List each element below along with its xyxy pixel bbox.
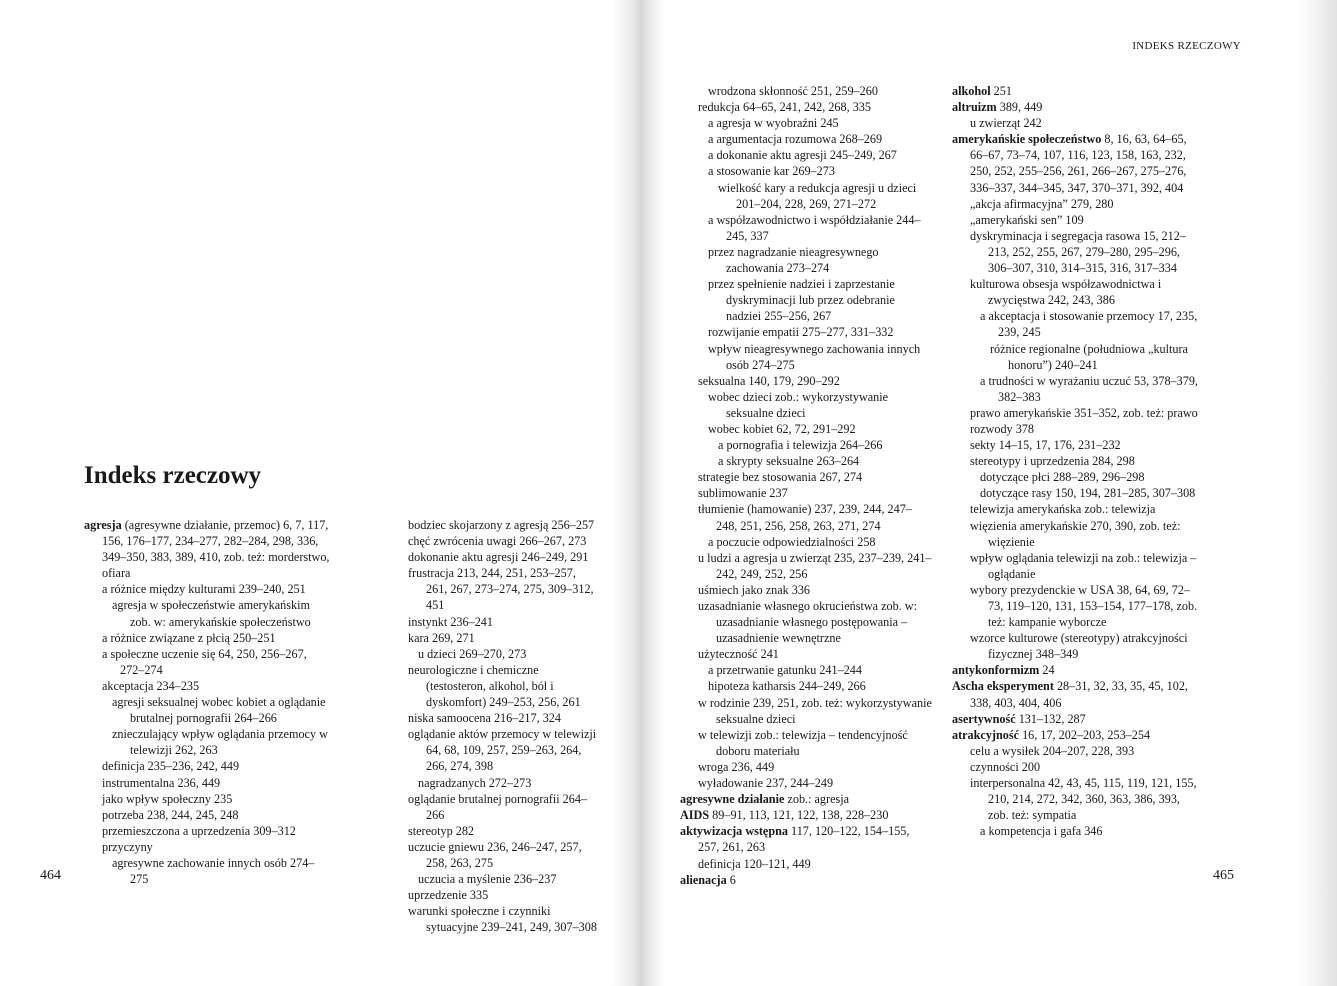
index-text: rozwody 378 — [970, 421, 1034, 436]
index-heading: aktywizacja wstępna — [680, 824, 788, 839]
index-entry-sub — [680, 582, 932, 598]
index-text: frustracja 213, 244, 251, 253–257, 261, 267, 273–274, 275, 309–312, 451 — [408, 566, 594, 613]
index-text: stereotypy i uprzedzenia 284, 298 — [970, 454, 1135, 469]
index-entry-sub — [380, 791, 598, 823]
index-entry-sub — [380, 887, 598, 903]
index-text: a stosowanie kar 269–273 — [708, 164, 835, 179]
index-text: w rodzinie 239, 251, zob. też: wykorzystywanie seksualne dzieci — [698, 695, 932, 726]
index-entry-sub — [380, 517, 598, 533]
index-text: a trudności w wyrażaniu uczuć 53, 378–379, 382–383 — [980, 373, 1198, 404]
index-text: definicja 235–236, 242, 449 — [102, 759, 240, 774]
index-entry-sub — [84, 839, 332, 855]
index-text: przemieszczona a uprzedzenia 309–312 — [102, 823, 296, 838]
index-entry-sub — [680, 695, 932, 727]
index-entry-sub — [952, 115, 1202, 131]
index-text: sublimowanie 237 — [698, 486, 788, 501]
index-entry-sub — [680, 469, 932, 485]
index-text: a różnice między kulturami 239–240, 251 — [102, 582, 306, 597]
index-text: a agresja w wyobraźni 245 — [708, 116, 839, 131]
index-entry-sub — [680, 131, 932, 147]
index-text: dotyczące rasy 150, 194, 281–285, 307–308 — [980, 486, 1196, 501]
index-text: wobec dzieci zob.: wykorzystywanie seksualne dzieci — [708, 389, 889, 420]
index-text: uczucie gniewu 236, 246–247, 257, 258, 263, 275 — [408, 839, 582, 870]
index-text: oglądanie brutalnej pornografii 264–266 — [408, 791, 588, 822]
page-number-right: 465 — [1213, 868, 1234, 883]
index-entry-sub — [84, 758, 332, 774]
index-text: a pornografia i telewizja 264–266 — [718, 438, 883, 453]
index-text: wzorce kulturowe (stereotypy) atrakcyjności fizycznej 348–349 — [970, 631, 1188, 662]
index-text: redukcja 64–65, 241, 242, 268, 335 — [698, 100, 871, 115]
index-entry-sub — [952, 453, 1202, 469]
index-text: definicja 120–121, 449 — [698, 856, 811, 871]
index-entry-sub — [680, 99, 932, 115]
index-entry-sub — [952, 276, 1202, 308]
index-entry-sub — [952, 630, 1202, 662]
index-heading: amerykańskie społeczeństwo — [952, 132, 1102, 147]
index-entry-sub — [84, 597, 332, 629]
index-text: a różnice związane z płcią 250–251 — [102, 630, 276, 645]
index-entry-sub — [952, 405, 1202, 421]
index-text: a współzawodnictwo i współdziałanie 244–245, 337 — [708, 212, 921, 243]
index-text: agresji seksualnej wobec kobiet a oglądanie brutalnej pornografii 264–266 — [112, 695, 326, 726]
index-text: przyczyny — [102, 839, 153, 854]
index-text: wybory prezydenckie w USA 38, 64, 69, 72–73, 119–120, 131, 153–154, 177–178, zob. też: kampanie wyborcze — [970, 582, 1198, 630]
index-heading: atrakcyjność — [952, 727, 1020, 742]
index-text: uczucia a myślenie 236–237 — [418, 872, 557, 887]
index-text: przez spełnienie nadziei i zaprzestanie dyskryminacji lub przez odebranie nadziei 255–256, 267 — [708, 277, 895, 324]
index-entry-sub — [952, 501, 1202, 517]
index-entry-sub — [680, 662, 932, 678]
index-entry-sub — [680, 324, 932, 340]
index-text: niska samoocena 216–217, 324 — [408, 711, 561, 726]
index-entry-sub — [84, 646, 332, 678]
index-heading: asertywność — [952, 711, 1016, 726]
index-entry-sub — [380, 710, 598, 726]
page-number-left: 464 — [40, 868, 61, 883]
index-entry-main — [952, 99, 1202, 115]
index-column-3 — [680, 83, 932, 888]
index-text: wpływ nieagresywnego zachowania innych osób 274–275 — [708, 341, 921, 372]
index-entry-main — [952, 678, 1202, 710]
index-text: 89–91, 113, 121, 122, 138, 228–230 — [709, 808, 889, 823]
index-entry-sub — [680, 775, 932, 791]
index-entry-sub — [680, 389, 932, 421]
index-entry-sub — [680, 341, 932, 373]
index-text: w telewizji zob.: telewizja – tendencyjność doboru materiału — [698, 727, 908, 758]
index-text: a dokonanie aktu agresji 245–249, 267 — [708, 148, 897, 163]
index-text: 389, 449 — [996, 100, 1043, 115]
index-entry-sub — [84, 791, 332, 807]
index-entry-sub — [680, 550, 932, 582]
index-entry-sub — [680, 373, 932, 389]
index-entry-sub — [680, 244, 932, 276]
index-entry-sub — [380, 565, 598, 613]
index-text: warunki społeczne i czynniki sytuacyjne 239–241, 249, 307–308 — [408, 904, 597, 935]
index-text: bodziec skojarzony z agresją 256–257 — [408, 518, 595, 532]
index-entry-sub — [680, 421, 932, 437]
index-entry-sub — [380, 630, 598, 646]
index-text: czynności 200 — [970, 759, 1041, 774]
index-text: telewizja amerykańska zob.: telewizja — [970, 502, 1156, 517]
index-entry-sub — [680, 598, 932, 646]
index-text: „akcja afirmacyjna” 279, 280 — [970, 196, 1114, 211]
index-heading: alkohol — [952, 84, 991, 98]
index-text: kulturowa obsesja współzawodnictwa i zwycięstwa 242, 243, 386 — [970, 277, 1162, 308]
index-text: a poczucie odpowiedzialności 258 — [708, 534, 876, 549]
index-entry-sub — [680, 453, 932, 469]
index-text: neurologiczne i chemiczne (testosteron, alkohol, ból i dyskomfort) 249–253, 256, 261 — [408, 662, 581, 710]
index-column-4 — [952, 83, 1202, 839]
index-entry-main — [680, 823, 932, 855]
index-entry-main — [952, 662, 1202, 678]
index-text: a kompetencja i gafa 346 — [980, 824, 1103, 839]
index-entry-sub — [680, 534, 932, 550]
running-head: INDEKS RZECZOWY — [1132, 40, 1241, 52]
index-text: 8, 16, 63, 64–65, 66–67, 73–74, 107, 116, 123, 158, 163, 232, 250, 252, 255–256, 261, 266–267, 275–276, 336–337, 344–345, 347, 370–371, 392, 404 — [970, 132, 1187, 195]
index-column-1 — [84, 517, 332, 887]
index-text: wyładowanie 237, 244–249 — [698, 776, 834, 791]
index-entry-sub — [680, 180, 932, 212]
index-entry-sub — [84, 630, 332, 646]
index-entry-sub — [952, 485, 1202, 501]
index-heading: agresywne działanie — [680, 792, 785, 807]
index-entry-sub — [84, 581, 332, 597]
index-text: akceptacja 234–235 — [102, 678, 200, 693]
page-edge — [1300, 0, 1337, 986]
index-text: u ludzi a agresja u zwierząt 235, 237–239, 241–242, 249, 252, 256 — [698, 550, 932, 581]
index-text: wrodzona skłonność 251, 259–260 — [708, 84, 878, 98]
index-entry-sub — [380, 775, 598, 791]
index-heading: agresja — [84, 518, 122, 532]
index-entry-sub — [952, 743, 1202, 759]
index-entry-sub — [380, 726, 598, 774]
index-text: wielkość kary a redukcja agresji u dzieci 201–204, 228, 269, 271–272 — [718, 180, 917, 211]
index-entry-sub — [380, 823, 598, 839]
index-text: 251 — [990, 84, 1012, 98]
index-entry-sub — [680, 163, 932, 179]
index-text: 6 — [726, 872, 736, 887]
index-entry-sub — [952, 823, 1202, 839]
index-text: wroga 236, 449 — [698, 759, 775, 774]
index-text: znieczulający wpływ oglądania przemocy w telewizji 262, 263 — [112, 727, 328, 758]
index-entry-sub — [380, 646, 598, 662]
index-entry-sub — [952, 373, 1202, 405]
index-text: uprzedzenie 335 — [408, 888, 489, 903]
index-text: wpływ oglądania telewizji na zob.: telewizja – oglądanie — [970, 550, 1197, 581]
index-entry-sub — [952, 550, 1202, 582]
index-entry-sub — [84, 823, 332, 839]
index-text: potrzeba 238, 244, 245, 248 — [102, 807, 239, 822]
index-text: a akceptacja i stosowanie przemocy 17, 235, 239, 245 — [980, 309, 1198, 340]
index-entry-main — [680, 872, 932, 888]
index-text: uśmiech jako znak 336 — [698, 582, 811, 597]
index-text: użyteczność 241 — [698, 647, 779, 662]
index-text: agresja w społeczeństwie amerykańskim zob. w: amerykańskie społeczeństwo — [112, 598, 311, 629]
index-entry-sub — [680, 727, 932, 759]
index-text: dyskryminacja i segregacja rasowa 15, 212–213, 252, 255, 267, 279–280, 295–296, 306–307, 310, 314–315, 316, 317–334 — [970, 228, 1186, 276]
index-text: oglądanie aktów przemocy w telewizji 64, 68, 109, 257, 259–263, 264, 266, 274, 398 — [408, 727, 597, 774]
page-title: Indeks rzeczowy — [84, 462, 262, 489]
index-text: jako wpływ społeczny 235 — [102, 791, 233, 806]
index-entry-sub — [680, 485, 932, 501]
index-text: hipoteza katharsis 244–249, 266 — [708, 679, 866, 694]
index-text: instrumentalna 236, 449 — [102, 775, 221, 790]
index-text: kara 269, 271 — [408, 630, 475, 645]
index-entry-sub — [952, 308, 1202, 340]
index-entry-sub — [680, 276, 932, 324]
index-entry-sub — [84, 775, 332, 791]
index-entry-sub — [680, 856, 932, 872]
index-heading: AIDS — [680, 808, 710, 823]
index-text: a społeczne uczenie się 64, 250, 256–267, 272–274 — [102, 646, 307, 677]
index-entry-main — [680, 807, 932, 823]
index-text: tłumienie (hamowanie) 237, 239, 244, 247–248, 251, 256, 258, 263, 271, 274 — [698, 502, 912, 533]
index-entry-sub — [952, 228, 1202, 276]
index-entry-sub — [680, 115, 932, 131]
index-entry-sub — [84, 855, 332, 887]
index-text: interpersonalna 42, 43, 45, 115, 119, 121, 155, 210, 214, 272, 342, 360, 363, 386, 393, zob. też: sympatia — [970, 776, 1197, 823]
index-entry-sub — [380, 903, 598, 935]
index-text: instynkt 236–241 — [408, 614, 493, 629]
index-entry-sub — [952, 469, 1202, 485]
index-entry-sub — [680, 212, 932, 244]
index-text: dotyczące płci 288–289, 296–298 — [980, 470, 1145, 485]
index-text: dokonanie aktu agresji 246–249, 291 — [408, 550, 589, 565]
index-heading: Ascha eksperyment — [952, 679, 1054, 694]
index-text: chęć zwrócenia uwagi 266–267, 273 — [408, 534, 587, 549]
index-entry-sub — [952, 518, 1202, 550]
index-entry-sub — [84, 678, 332, 694]
index-text: 28–31, 32, 33, 35, 45, 102, 338, 403, 404, 406 — [970, 679, 1188, 710]
index-text: „amerykański sen” 109 — [970, 212, 1084, 227]
index-text: a przetrwanie gatunku 241–244 — [708, 663, 862, 678]
index-entry-main — [84, 517, 332, 581]
index-text: a argumentacja rozumowa 268–269 — [708, 132, 883, 147]
index-entry-sub — [952, 582, 1202, 630]
index-entry-sub — [84, 694, 332, 726]
index-text: przez nagradzanie nieagresywnego zachowania 273–274 — [708, 244, 879, 276]
index-entry-main — [952, 83, 1202, 99]
index-entry-sub — [952, 775, 1202, 823]
index-entry-sub — [680, 646, 932, 662]
index-text: wobec kobiet 62, 72, 291–292 — [708, 421, 856, 436]
index-text: 117, 120–122, 154–155, 257, 261, 263 — [698, 824, 910, 855]
index-text: u zwierząt 242 — [970, 116, 1042, 131]
index-text: seksualna 140, 179, 290–292 — [698, 373, 840, 388]
index-entry-sub — [380, 839, 598, 871]
index-text: 16, 17, 202–203, 253–254 — [1019, 727, 1151, 742]
index-text: sekty 14–15, 17, 176, 231–232 — [970, 438, 1121, 453]
index-text: strategie bez stosowania 267, 274 — [698, 470, 863, 485]
index-entry-sub — [680, 147, 932, 163]
index-text: nagradzanych 272–273 — [418, 775, 532, 790]
index-text: 131–132, 287 — [1015, 711, 1086, 726]
index-heading: altruizm — [952, 100, 997, 115]
index-entry-sub — [680, 759, 932, 775]
index-text: celu a wysiłek 204–207, 228, 393 — [970, 743, 1135, 758]
index-text: uzasadnianie własnego okrucieństwa zob. w: uzasadnianie własnego postępowania – uzasadnienie wewnętrzne — [698, 599, 917, 646]
index-entry-sub — [680, 437, 932, 453]
index-entry-sub — [380, 533, 598, 549]
index-heading: alienacja — [680, 872, 727, 887]
index-entry-sub — [380, 662, 598, 710]
index-entry-main — [952, 727, 1202, 743]
index-entry-sub — [952, 759, 1202, 775]
index-text: rozwijanie empatii 275–277, 331–332 — [708, 325, 894, 340]
index-entry-sub — [952, 437, 1202, 453]
book-gutter — [612, 0, 664, 986]
index-text: więzienia amerykańskie 270, 390, zob. też: więzienie — [970, 518, 1181, 549]
index-entry-main — [952, 711, 1202, 727]
index-entry-sub — [84, 726, 332, 758]
index-entry-sub — [680, 83, 932, 99]
index-entry-sub — [952, 196, 1202, 212]
index-entry-sub — [952, 212, 1202, 228]
index-entry-sub — [952, 421, 1202, 437]
index-text: agresywne zachowanie innych osób 274–275 — [112, 855, 315, 887]
index-entry-sub — [680, 678, 932, 694]
index-heading: antykonformizm — [952, 663, 1040, 678]
index-text: u dzieci 269–270, 273 — [418, 646, 527, 661]
index-entry-sub — [680, 501, 932, 533]
index-text: stereotyp 282 — [408, 823, 475, 838]
index-text: 24 — [1039, 663, 1055, 678]
index-text: a skrypty seksualne 263–264 — [718, 454, 860, 469]
index-entry-sub — [952, 341, 1202, 373]
index-entry-sub — [380, 871, 598, 887]
index-column-2 — [380, 517, 598, 935]
index-text: różnice regionalne (południowa „kultura honoru”) 240–241 — [990, 341, 1188, 372]
index-entry-main — [952, 131, 1202, 195]
index-entry-sub — [380, 614, 598, 630]
index-text: (agresywne działanie, przemoc) 6, 7, 117, 156, 176–177, 234–277, 282–284, 298, 336, 349–350, 383, 389, 410, zob. też: morderstwo, ofiara — [102, 518, 330, 581]
index-entry-main — [680, 791, 932, 807]
index-text: zob.: agresja — [784, 792, 850, 807]
index-entry-sub — [380, 549, 598, 565]
index-text: prawo amerykańskie 351–352, zob. też: prawo — [970, 405, 1198, 420]
index-entry-sub — [84, 807, 332, 823]
